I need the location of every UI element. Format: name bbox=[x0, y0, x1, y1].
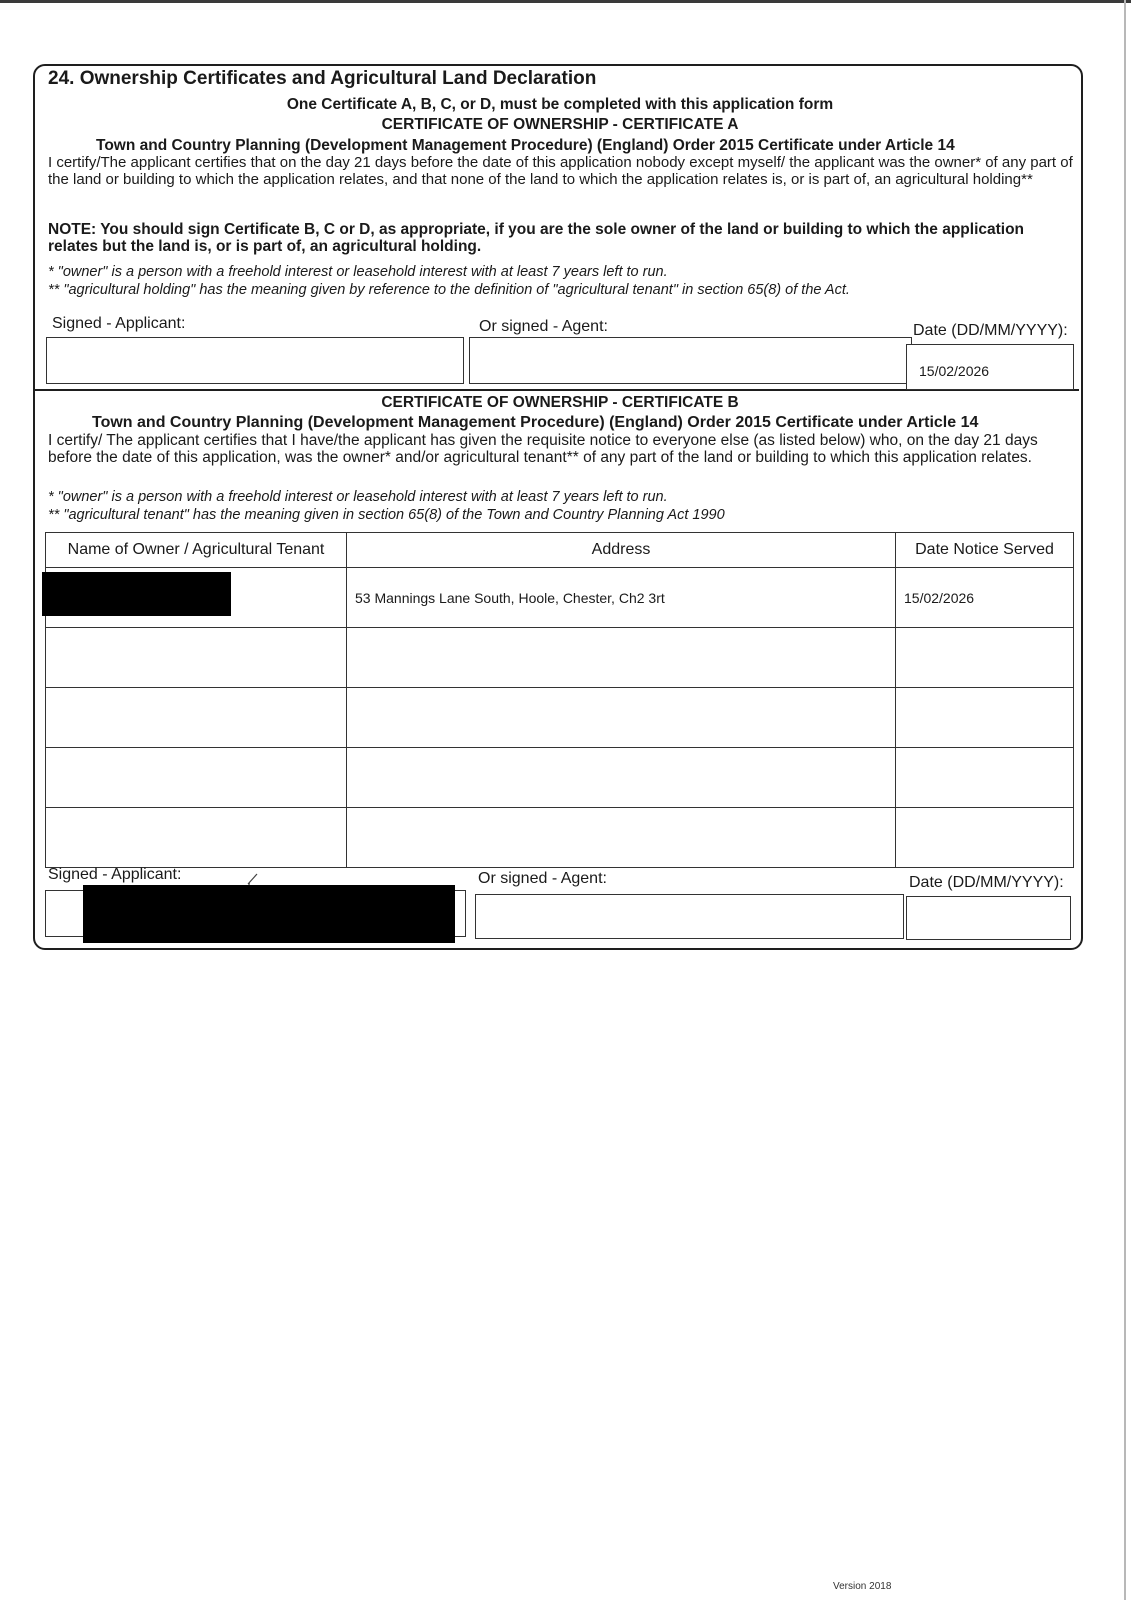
certificate-b-agent-signature-field[interactable] bbox=[475, 894, 904, 939]
table-row bbox=[46, 688, 1074, 748]
section-title: 24. Ownership Certificates and Agricultural Land Declaration bbox=[48, 68, 597, 89]
certificate-b-signed-agent-label: Or signed - Agent: bbox=[478, 870, 607, 887]
certificate-b-order: Town and Country Planning (Development Management Procedure) (England) Order 2015 Certificate under Article 14 bbox=[92, 414, 979, 431]
signature-redaction bbox=[83, 885, 455, 943]
owner-address-cell[interactable] bbox=[347, 688, 896, 748]
owner-date-cell[interactable]: 15/02/2026 bbox=[896, 568, 1074, 628]
certificate-a-date-field[interactable] bbox=[906, 344, 1074, 390]
table-row bbox=[46, 628, 1074, 688]
certificate-a-agent-signature-field[interactable] bbox=[469, 337, 912, 384]
version-label: Version 2018 bbox=[833, 1581, 892, 1592]
certificate-b-statement: I certify/ The applicant certifies that I have/the applicant has given the requisite notice to everyone else (as listed below) who, on the day 21 days before the date of this application, was the owner* and/or agricultural tenant** of any part of the land or building to which this application relates. bbox=[48, 432, 1038, 466]
certificate-b-date-field[interactable] bbox=[906, 896, 1071, 940]
certificate-a-applicant-signature-field[interactable] bbox=[46, 337, 464, 384]
owner-date-cell[interactable] bbox=[896, 748, 1074, 808]
certificate-a-statement: I certify/The applicant certifies that on the day 21 days before the date of this application nobody except myself/ the applicant was the owner* of any part of the land or building to which the application relates, and that none of the land to which the application relates is, or is part of, an agricultural holding** bbox=[48, 154, 1073, 188]
owner-date-cell[interactable] bbox=[896, 808, 1074, 868]
owners-table-header-address: Address bbox=[347, 533, 896, 568]
owner-name-cell[interactable] bbox=[46, 628, 347, 688]
table-row bbox=[46, 748, 1074, 808]
certificate-a-order: Town and Country Planning (Development Management Procedure) (England) Order 2015 Certificate under Article 14 bbox=[96, 137, 955, 154]
certificate-b-footnote-owner: * "owner" is a person with a freehold interest or leasehold interest with at least 7 years left to run. bbox=[48, 489, 668, 505]
owner-address-cell[interactable]: 53 Mannings Lane South, Hoole, Chester, Ch2 3rt bbox=[347, 568, 896, 628]
certificate-a-signed-agent-label: Or signed - Agent: bbox=[479, 318, 608, 335]
table-row bbox=[46, 808, 1074, 868]
certificate-b-heading: CERTIFICATE OF OWNERSHIP - CERTIFICATE B bbox=[381, 394, 739, 411]
certificate-a-date-value: 15/02/2026 bbox=[919, 363, 990, 379]
certificate-a-heading: CERTIFICATE OF OWNERSHIP - CERTIFICATE A bbox=[381, 116, 739, 133]
page-top-edge bbox=[0, 0, 1131, 3]
certificate-a-footnote-owner: * "owner" is a person with a freehold interest or leasehold interest with at least 7 years left to run. bbox=[48, 264, 668, 280]
certificate-a-date-label: Date (DD/MM/YYYY): bbox=[913, 322, 1068, 339]
owner-address-cell[interactable] bbox=[347, 808, 896, 868]
page-right-edge bbox=[1124, 0, 1126, 1600]
owner-address-cell[interactable] bbox=[347, 628, 896, 688]
owner-name-cell[interactable] bbox=[46, 688, 347, 748]
owners-table-header-name: Name of Owner / Agricultural Tenant bbox=[46, 533, 347, 568]
section-instruction: One Certificate A, B, C, or D, must be completed with this application form bbox=[286, 96, 834, 113]
owner-name-redaction bbox=[42, 572, 231, 616]
certificate-a-note: NOTE: You should sign Certificate B, C or D, as appropriate, if you are the sole owner of the land or building to which the application relates but the land is, or is part of, an agricultural holding. bbox=[48, 221, 1025, 255]
owner-date-cell[interactable] bbox=[896, 688, 1074, 748]
certificate-a-signed-applicant-label: Signed - Applicant: bbox=[52, 315, 186, 332]
certificate-b-date-label: Date (DD/MM/YYYY): bbox=[909, 874, 1064, 891]
pen-mark-icon bbox=[246, 872, 260, 886]
owner-date-cell[interactable] bbox=[896, 628, 1074, 688]
owner-name-cell[interactable] bbox=[46, 748, 347, 808]
owner-address-cell[interactable] bbox=[347, 748, 896, 808]
owners-table-header-row bbox=[46, 533, 1074, 568]
owners-table-header-date: Date Notice Served bbox=[896, 533, 1074, 568]
certificate-a-footnote-holding: ** "agricultural holding" has the meaning given by reference to the definition of "agricultural tenant" in section 65(8) of the Act. bbox=[48, 282, 850, 298]
certificate-b-signed-applicant-label: Signed - Applicant: bbox=[48, 866, 182, 883]
owner-name-cell[interactable] bbox=[46, 808, 347, 868]
certificate-b-footnote-tenant: ** "agricultural tenant" has the meaning given in section 65(8) of the Town and Country Planning Act 1990 bbox=[48, 507, 725, 523]
